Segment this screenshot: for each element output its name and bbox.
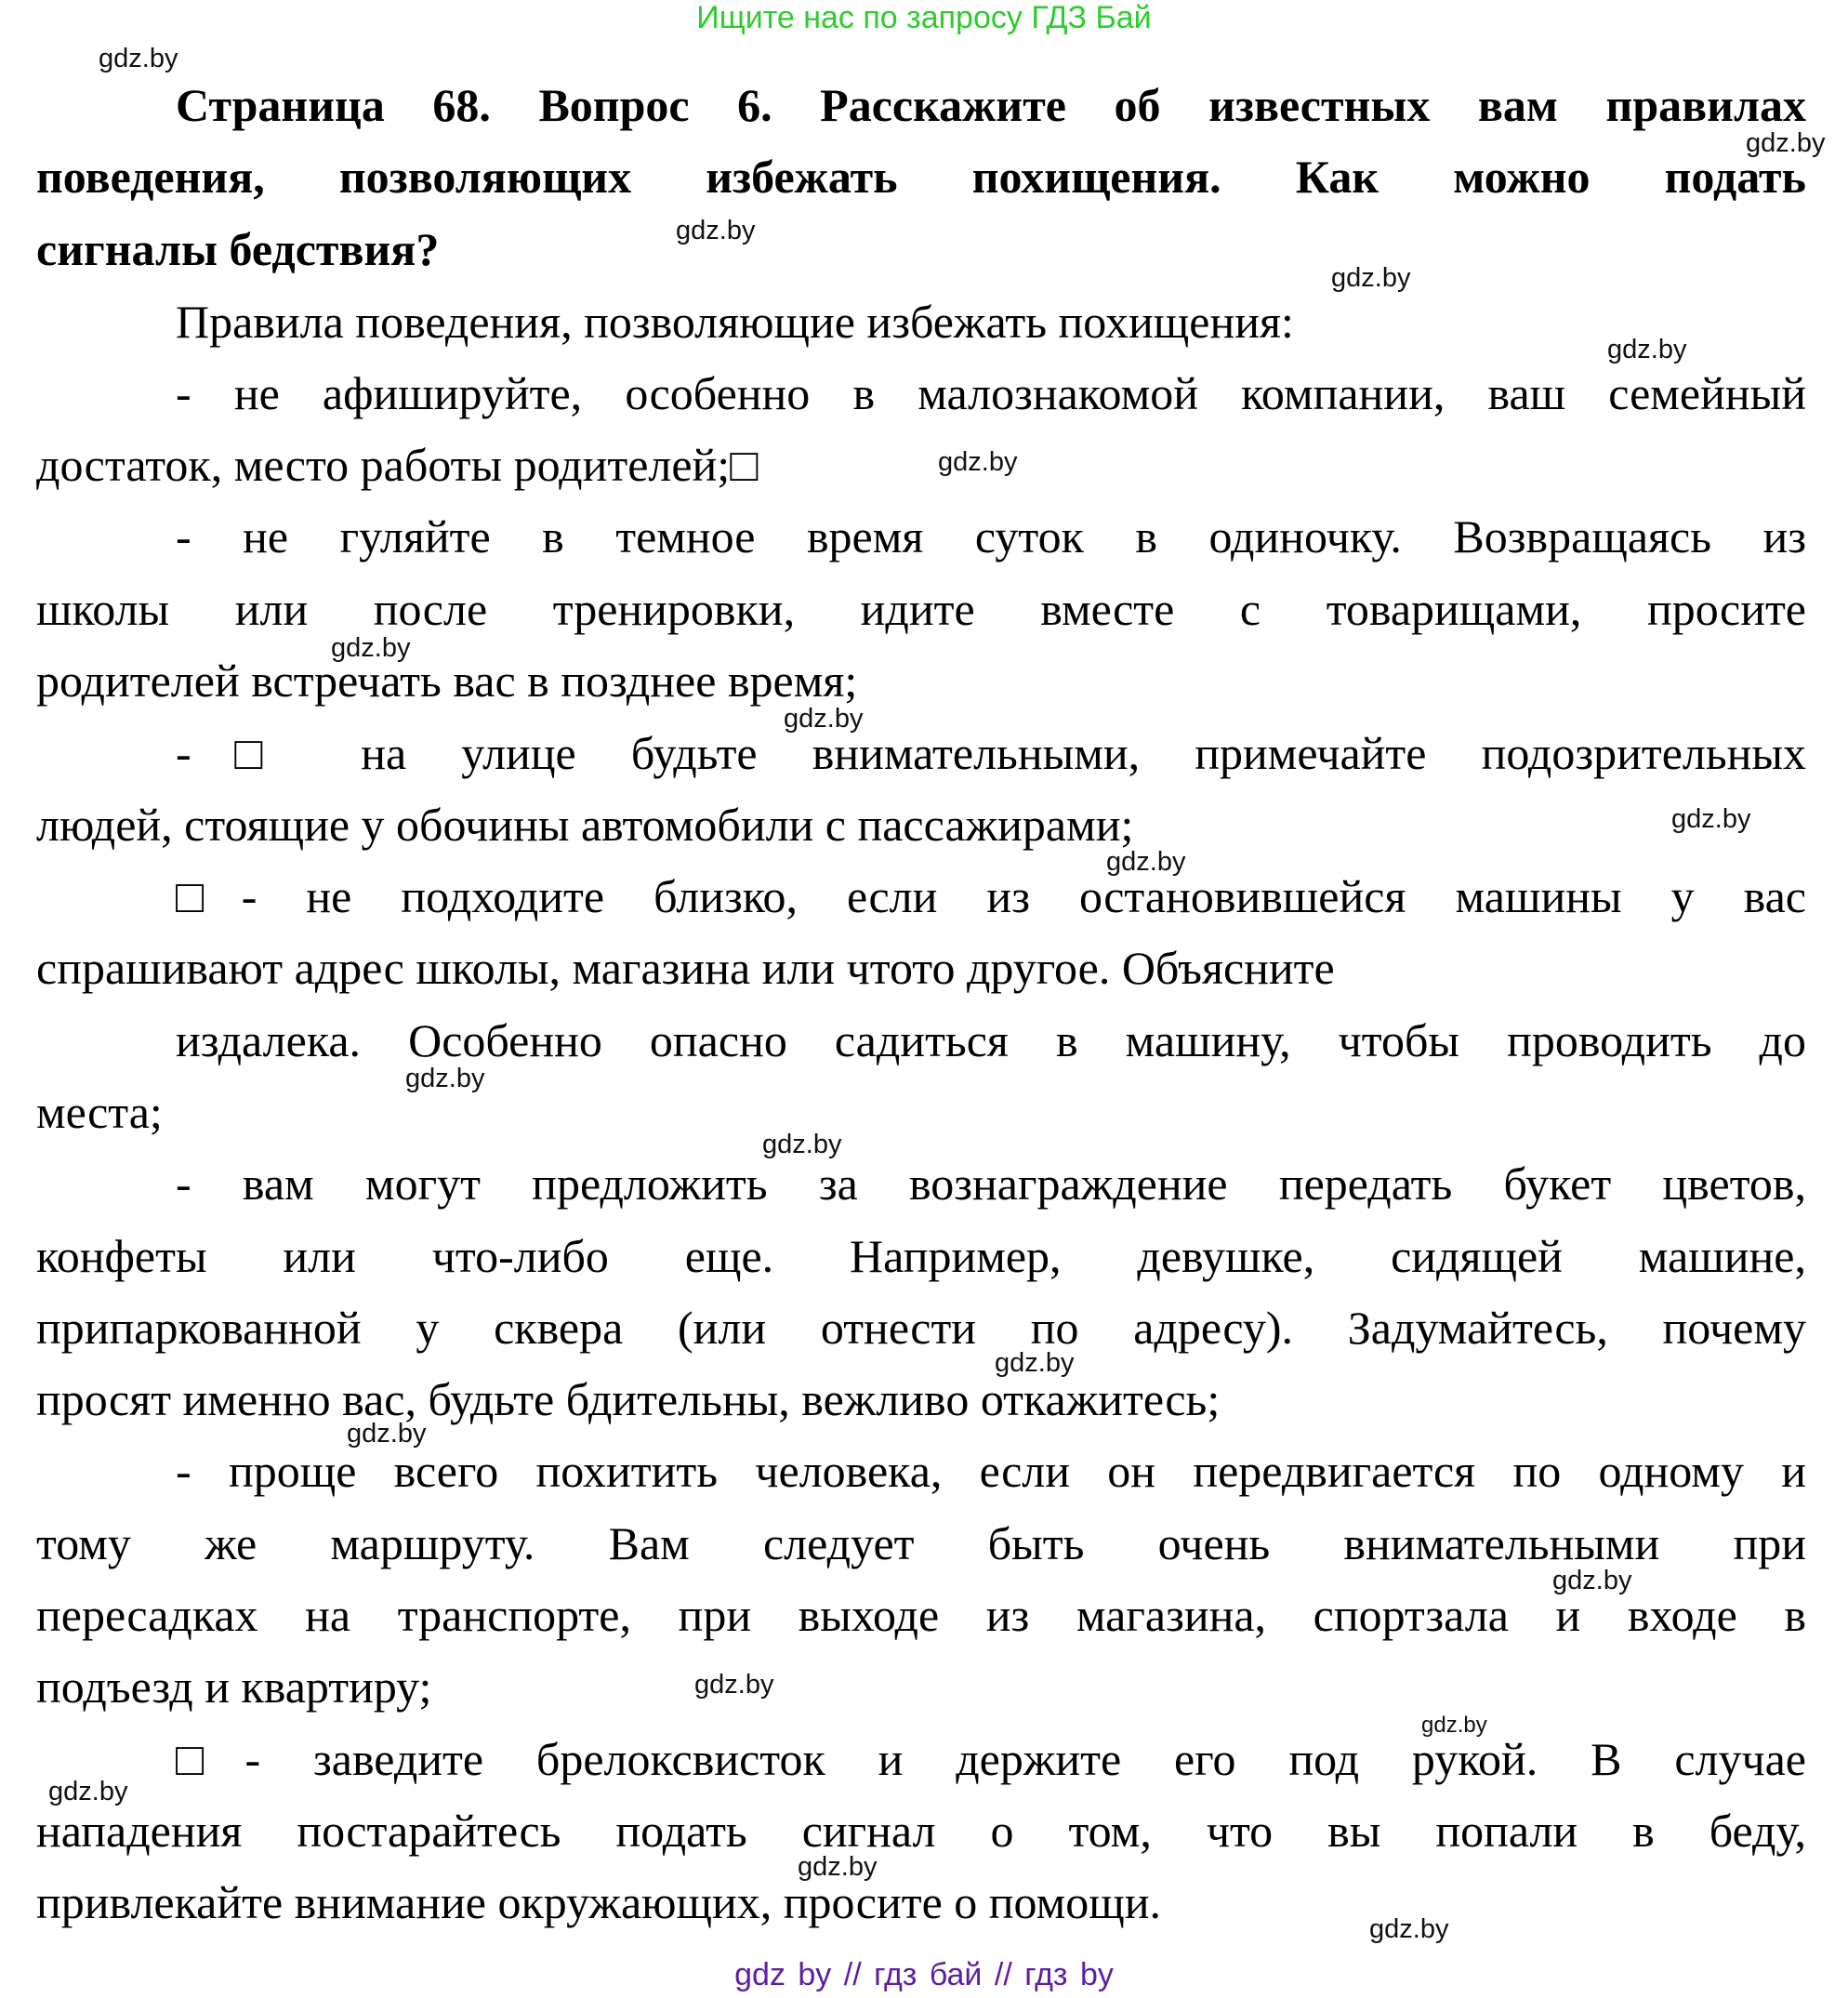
answer-line: - не гуляйте в темное время суток в одиночку. Возвращаясь из — [176, 510, 1806, 562]
answer-line: тому же маршруту. Вам следует быть очень внимательными при — [36, 1517, 1806, 1569]
watermark: gdz.by — [1746, 128, 1826, 158]
answer-line: -□ на улице будьте внимательными, примечайте подозрительных — [176, 727, 1806, 779]
answer-line: - проще всего похитить человека, если он передвигается по одному и — [176, 1445, 1806, 1497]
watermark: gdz.by — [784, 704, 864, 734]
watermark: gdz.by — [405, 1064, 485, 1093]
question-title-line: поведения, позволяющих избежать похищения. Как можно подать — [36, 151, 1806, 203]
watermark: gdz.by — [762, 1130, 842, 1159]
watermark: gdz.by — [48, 1777, 128, 1806]
answer-line: подъезд и квартиру; — [36, 1661, 432, 1713]
footer-site-links: gdz by // гдз бай // гдз by — [734, 1957, 1114, 1992]
watermark: gdz.by — [1671, 804, 1751, 834]
watermark: gdz.by — [99, 44, 178, 73]
watermark: gdz.by — [1331, 263, 1411, 293]
search-hint-banner: Ищите нас по запросу ГДЗ Бай — [696, 0, 1152, 35]
answer-line: конфеты или что-либо еще. Например, девушке, сидящей машине, — [36, 1230, 1806, 1282]
watermark: gdz.by — [938, 447, 1018, 477]
answer-line: достаток, место работы родителей;□ — [36, 439, 759, 491]
answer-line: припаркованной у сквера (или отнести по адресу). Задумайтесь, почему — [36, 1302, 1806, 1354]
answer-line: Правила поведения, позволяющие избежать похищения: — [176, 296, 1294, 348]
watermark: gdz.by — [676, 216, 756, 245]
watermark: gdz.by — [1106, 847, 1186, 877]
answer-line: привлекайте внимание окружающих, просите о помощи. — [36, 1876, 1161, 1928]
watermark: gdz.by — [694, 1670, 774, 1700]
watermark: gdz.by — [798, 1852, 878, 1882]
answer-line: - вам могут предложить за вознаграждение передать букет цветов, — [176, 1158, 1806, 1210]
question-title-line: сигналы бедствия? — [36, 223, 440, 275]
question-title-line: Страница 68. Вопрос 6. Расскажите об известных вам правилах — [176, 79, 1806, 131]
answer-line: родителей встречать вас в позднее время; — [36, 655, 858, 707]
answer-line: людей, стоящие у обочины автомобили с пассажирами; — [36, 799, 1134, 851]
answer-line: пересадках на транспорте, при выходе из магазина, спортзала и входе в — [36, 1589, 1806, 1641]
watermark: gdz.by — [1552, 1566, 1632, 1595]
answer-line: □- не подходите близко, если из остановившейся машины у вас — [176, 870, 1806, 922]
watermark: gdz.by — [1421, 1713, 1487, 1738]
answer-line: издалека. Особенно опасно садиться в машину, чтобы проводить до — [176, 1014, 1806, 1066]
answer-line: □- заведите брелоксвисток и держите его под рукой. В случае — [176, 1733, 1806, 1785]
answer-line: спрашивают адрес школы, магазина или чтото другое. Объясните — [36, 942, 1335, 994]
answer-line: места; — [36, 1086, 163, 1138]
answer-line: - не афишируйте, особенно в малознакомой компании, ваш семейный — [176, 367, 1806, 419]
answer-line: школы или после тренировки, идите вместе с товарищами, просите — [36, 583, 1806, 635]
watermark: gdz.by — [1369, 1914, 1449, 1944]
answer-line: просят именно вас, будьте бдительны, вежливо откажитесь; — [36, 1373, 1221, 1425]
watermark: gdz.by — [331, 633, 411, 663]
answer-line: нападения постарайтесь подать сигнал о том, что вы попали в беду, — [36, 1805, 1806, 1857]
watermark: gdz.by — [1607, 335, 1687, 364]
watermark: gdz.by — [347, 1419, 427, 1449]
watermark: gdz.by — [995, 1348, 1075, 1378]
